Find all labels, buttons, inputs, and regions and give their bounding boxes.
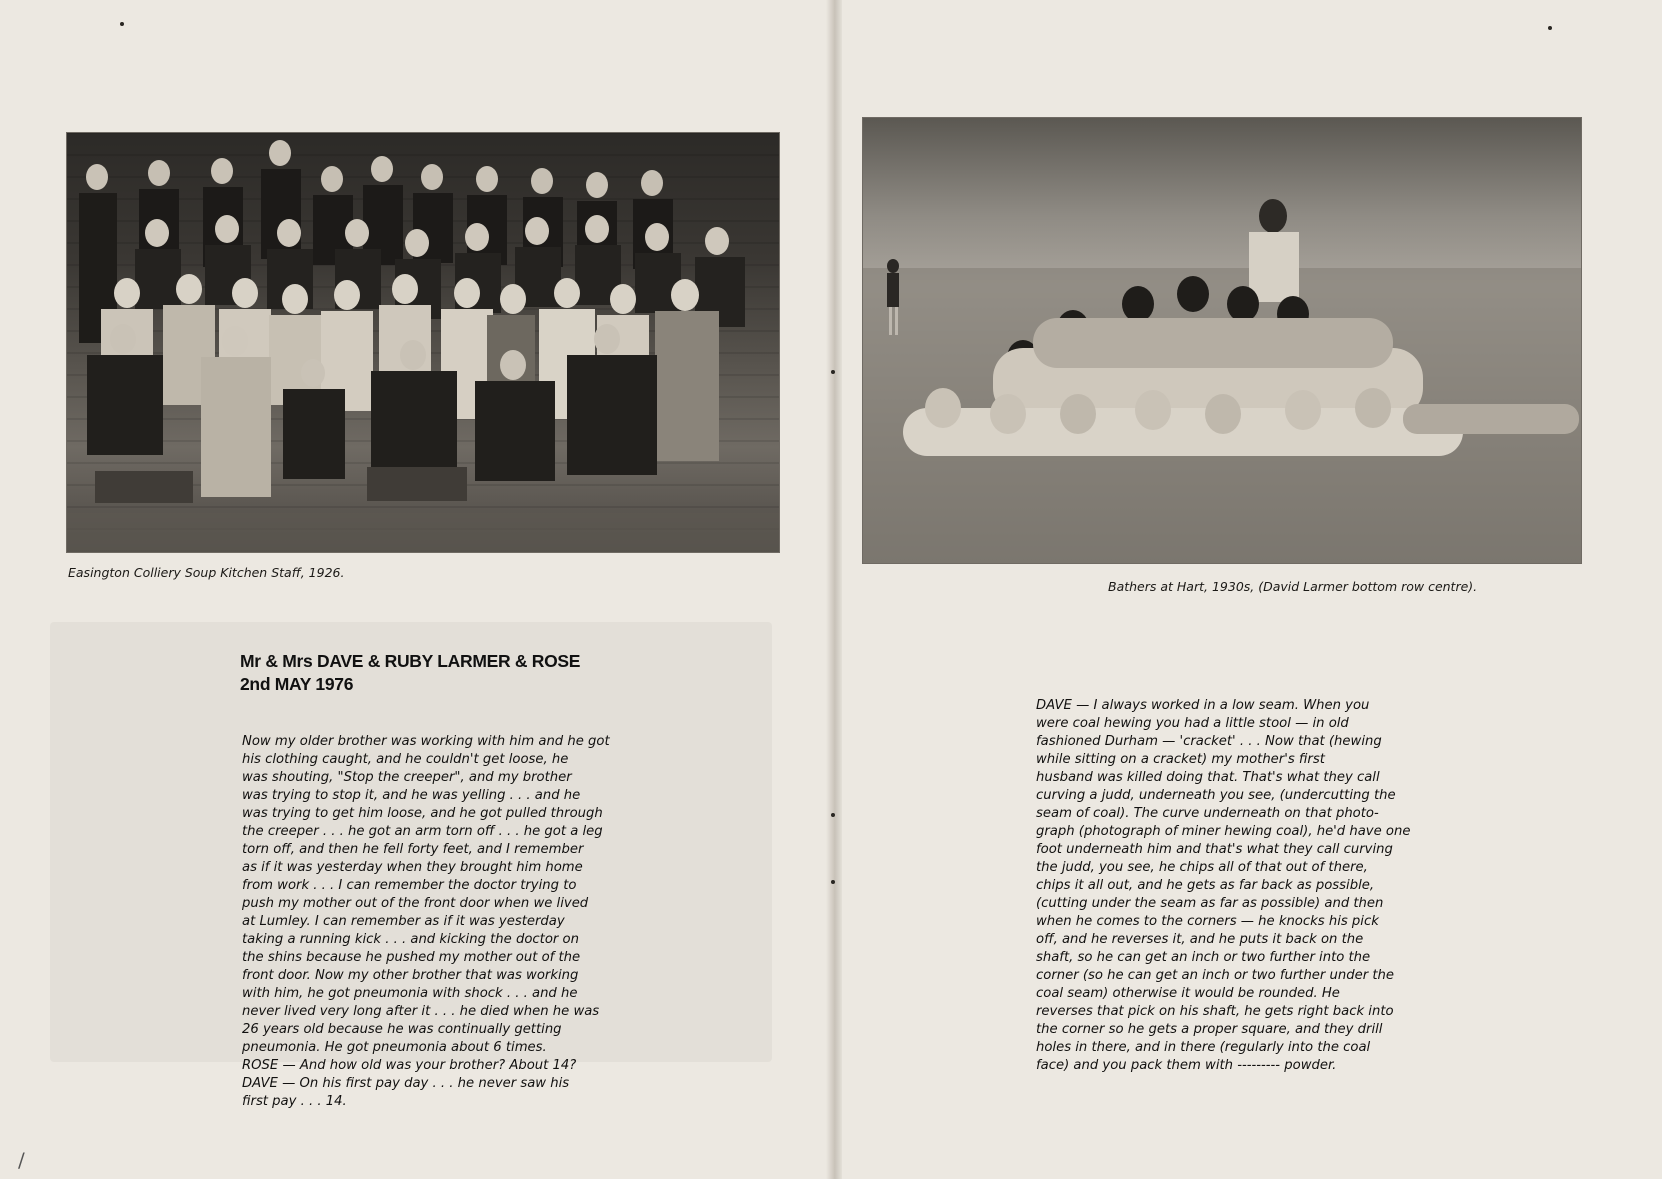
soup-kitchen-photo-caption: Easington Colliery Soup Kitchen Staff, 1926. xyxy=(68,565,345,580)
text-line: chips it all out, and he gets as far back as possible, xyxy=(1036,878,1375,893)
text-line: push my mother out of the front door when we lived xyxy=(242,896,589,911)
text-line: foot underneath him and that's what they call curving xyxy=(1036,842,1393,857)
binding-staple xyxy=(831,370,835,374)
group-portrait-illustration xyxy=(67,133,779,552)
text-line: were coal hewing you had a little stool — in old xyxy=(1036,716,1349,731)
text-line: the shins because he pushed my mother out of the xyxy=(242,950,581,965)
text-line: first pay . . . 14. xyxy=(242,1094,347,1109)
text-line: DAVE — On his first pay day . . . he never saw his xyxy=(242,1076,570,1091)
text-line: the corner so he gets a proper square, and they drill xyxy=(1036,1022,1383,1037)
text-line: fashioned Durham — 'cracket' . . . Now that (hewing xyxy=(1036,734,1382,749)
binding-staple xyxy=(831,813,835,817)
text-line: as if it was yesterday when they brought him home xyxy=(242,860,583,875)
paper-speck xyxy=(1548,26,1552,30)
text-line: pneumonia. He got pneumonia about 6 times. xyxy=(242,1040,547,1055)
text-line: his clothing caught, and he couldn't get loose, he xyxy=(242,752,569,767)
binding-staple xyxy=(831,880,835,884)
text-line: taking a running kick . . . and kicking the doctor on xyxy=(242,932,579,947)
text-line: never lived very long after it . . . he died when he was xyxy=(242,1004,600,1019)
text-line: corner (so he can get an inch or two further under the xyxy=(1036,968,1394,983)
text-line: ROSE — And how old was your brother? About 14? xyxy=(242,1058,577,1073)
text-line: off, and he reverses it, and he puts it back on the xyxy=(1036,932,1364,947)
beach-group-illustration xyxy=(863,118,1581,563)
text-line: DAVE — I always worked in a low seam. When you xyxy=(1036,698,1370,713)
text-line: (cutting under the seam as far as possible) and then xyxy=(1036,896,1384,911)
text-line: when he comes to the corners — he knocks his pick xyxy=(1036,914,1379,929)
text-line: coal seam) otherwise it would be rounded. He xyxy=(1036,986,1340,1001)
text-line: front door. Now my other brother that was working xyxy=(242,968,579,983)
text-line: with him, he got pneumonia with shock . . . and he xyxy=(242,986,578,1001)
text-line: at Lumley. I can remember as if it was yesterday xyxy=(242,914,565,929)
text-line: 26 years old because he was continually getting xyxy=(242,1022,562,1037)
interview-date: 2nd MAY 1976 xyxy=(240,674,354,694)
text-line: the creeper . . . he got an arm torn off . . . he got a leg xyxy=(242,824,603,839)
left-interview-text xyxy=(242,733,610,1111)
text-line: torn off, and then he fell forty feet, and I remember xyxy=(242,842,584,857)
text-line: Now my older brother was working with him and he got xyxy=(242,734,610,749)
text-line: face) and you pack them with --------- powder. xyxy=(1036,1058,1337,1073)
text-line: shaft, so he can get an inch or two further into the xyxy=(1036,950,1371,965)
text-line: holes in there, and in there (regularly into the coal xyxy=(1036,1040,1371,1055)
text-line: husband was killed doing that. That's what they call xyxy=(1036,770,1380,785)
paper-speck xyxy=(120,22,124,26)
text-line: graph (photograph of miner hewing coal), he'd have one xyxy=(1036,824,1411,839)
bathers-photo-caption: Bathers at Hart, 1930s, (David Larmer bottom row centre). xyxy=(1108,579,1478,594)
text-line: reverses that pick on his shaft, he gets right back into xyxy=(1036,1004,1394,1019)
text-line: the judd, you see, he chips all of that out of there, xyxy=(1036,860,1368,875)
text-line: curving a judd, underneath you see, (undercutting the xyxy=(1036,788,1396,803)
bathers-at-hart-photo xyxy=(862,117,1582,564)
text-line: while sitting on a cracket) my mother's first xyxy=(1036,752,1325,767)
text-line: was trying to get him loose, and he got pulled through xyxy=(242,806,603,821)
book-spine xyxy=(826,0,842,1179)
text-line: seam of coal). The curve underneath on that photo- xyxy=(1036,806,1379,821)
text-line: from work . . . I can remember the doctor trying to xyxy=(242,878,577,893)
soup-kitchen-staff-photo xyxy=(66,132,780,553)
pencil-mark: / xyxy=(18,1148,25,1172)
text-line: was trying to stop it, and he was yelling . . . and he xyxy=(242,788,581,803)
right-interview-text xyxy=(1036,697,1410,1075)
text-line: was shouting, "Stop the creeper", and my brother xyxy=(242,770,572,785)
interview-title: Mr & Mrs DAVE & RUBY LARMER & ROSE xyxy=(240,651,581,671)
